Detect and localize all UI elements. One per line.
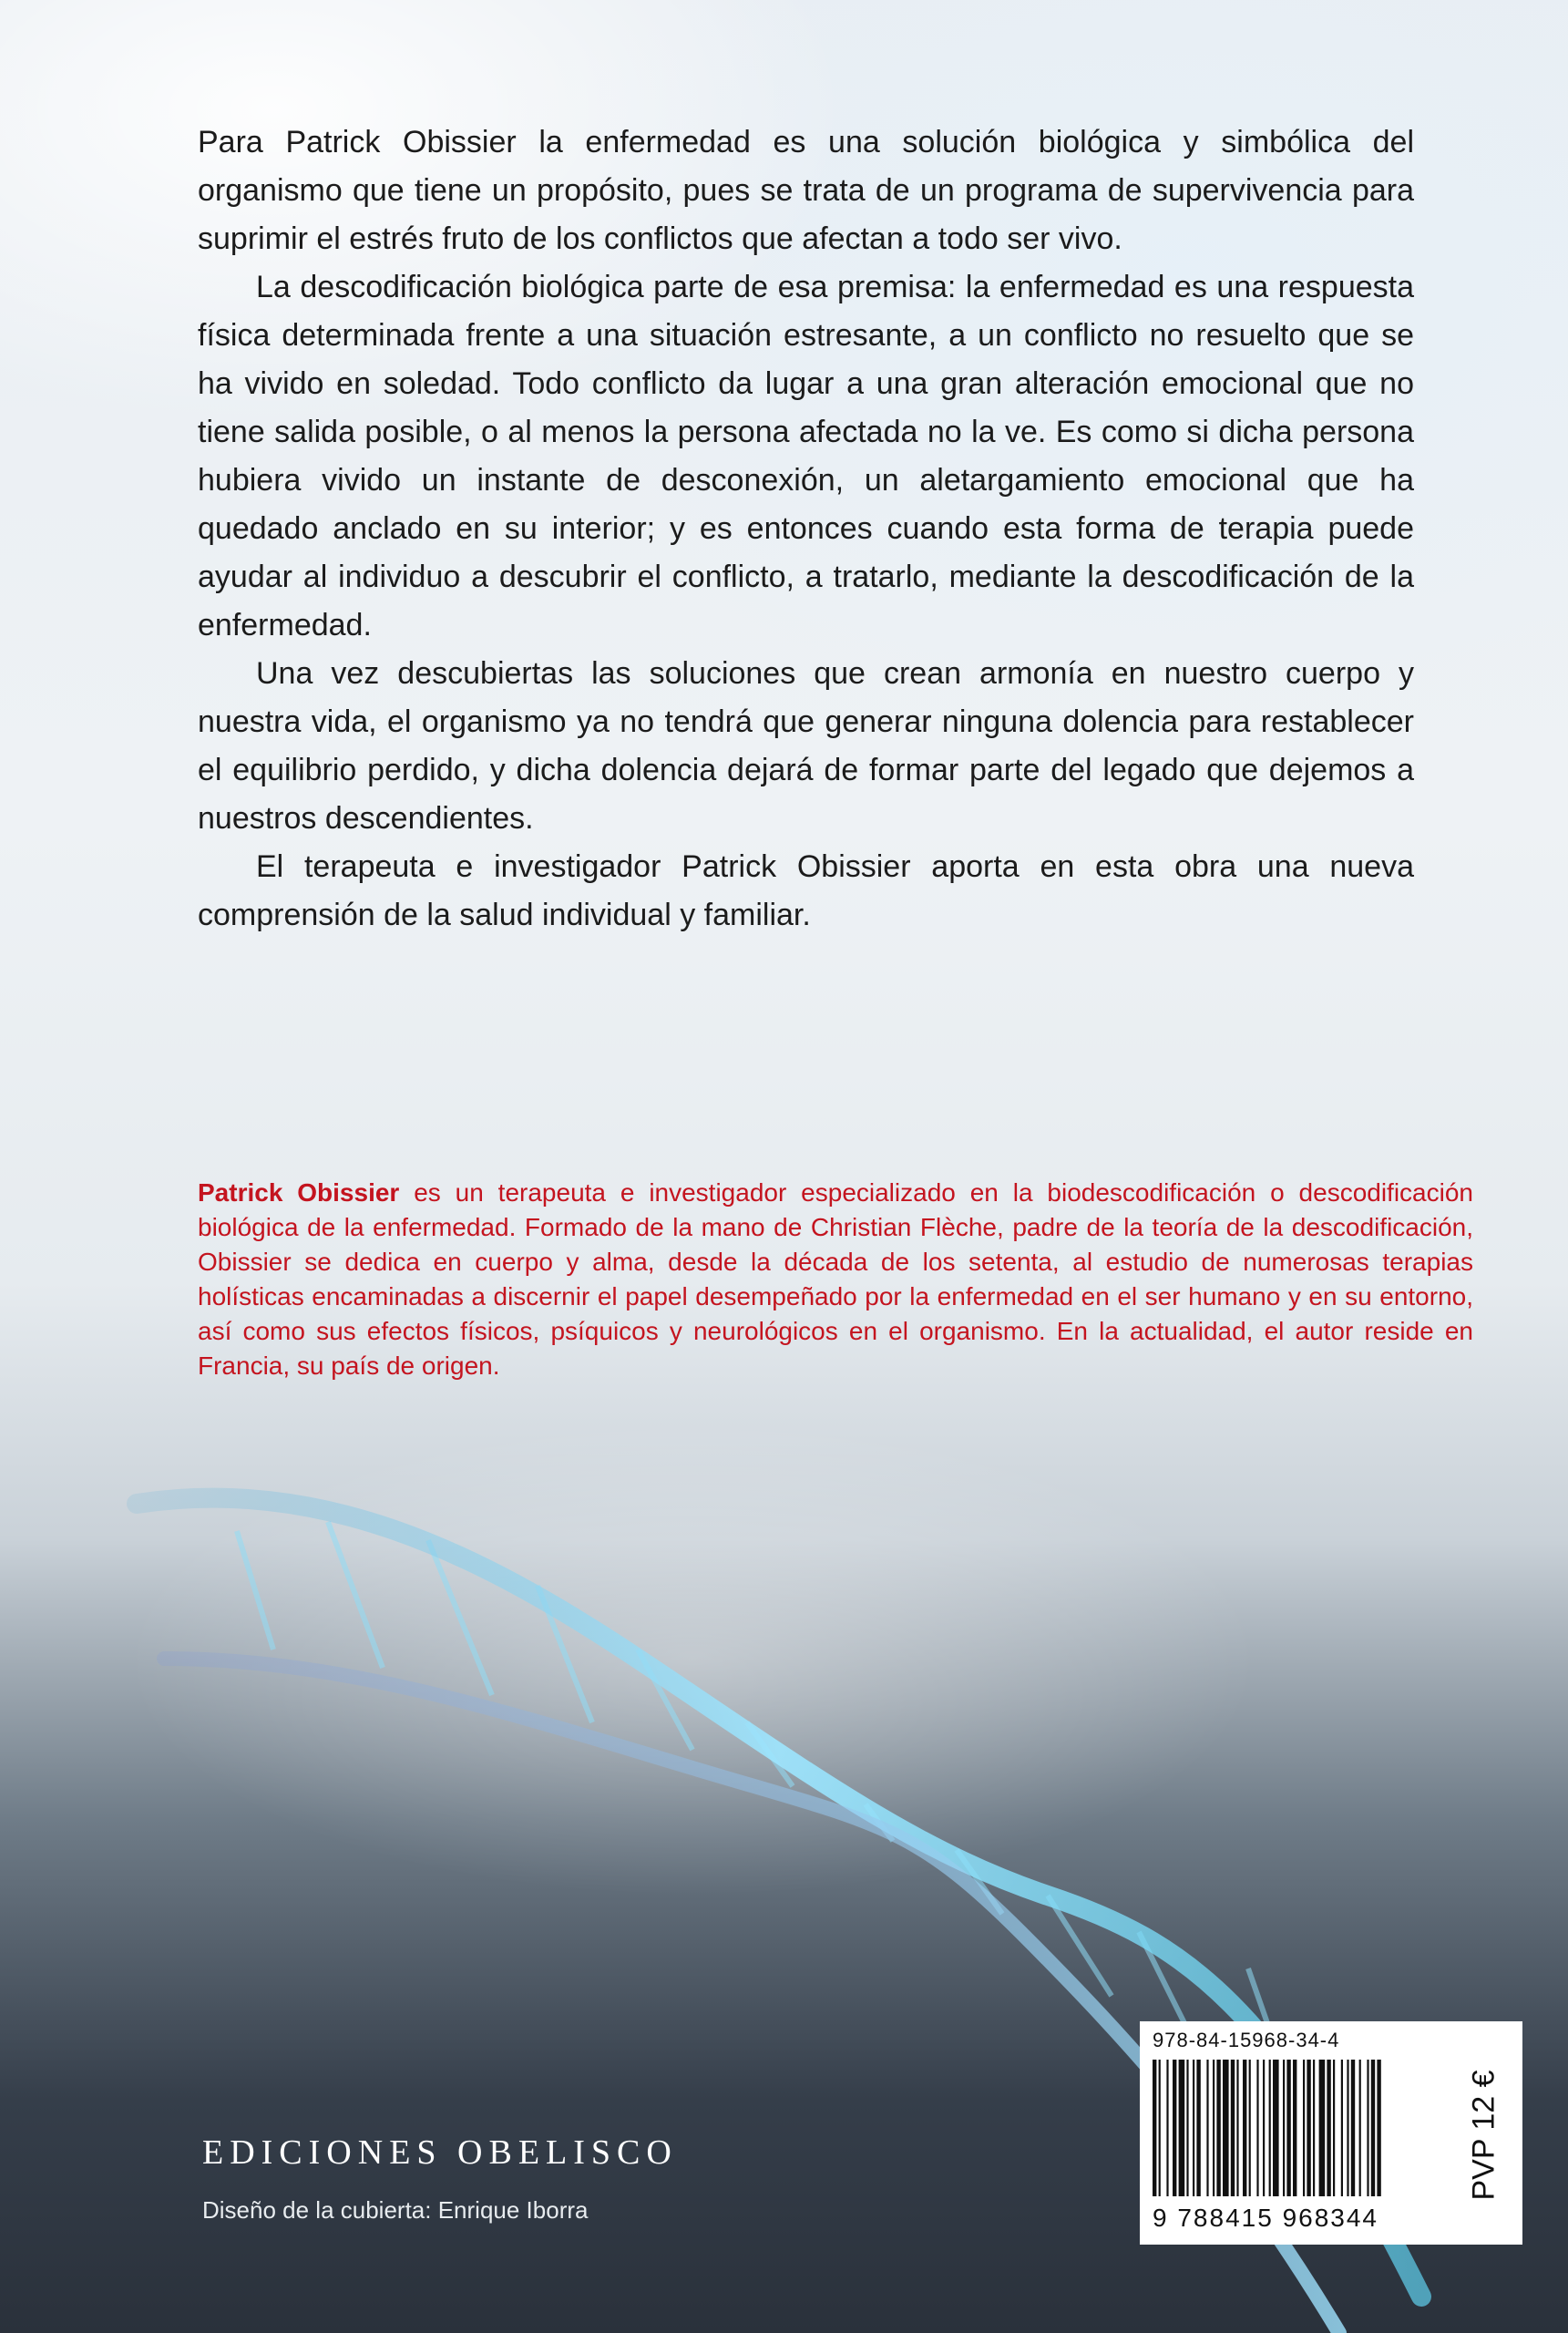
author-bio-text: es un terapeuta e investigador especializado en la biodescodificación o descodificación biológica de la enfermedad. Formado de la mano de Christian Flèche, padre de la teoría de la descodificación, Obissier se dedica en cuerpo y alma, desde la década de los setenta, al estudio de numerosas terapias holísticas encaminadas a discernir el papel desempeñado por la enfermedad en el ser humano y en su entorno, así como sus efectos físicos, psíquicos y neurológicos en el organismo. En la actualidad, el autor reside en Francia, su país de origen.: [198, 1178, 1473, 1380]
description-paragraph: Una vez descubiertas las soluciones que crean armonía en nuestro cuerpo y nuestra vida, el organismo ya no tendrá que generar ninguna dolencia para restablecer el equilibrio perdido, y dicha dolencia dejará de formar parte del legado que dejemos a nuestros descendientes.: [198, 656, 1414, 836]
barcode-icon: [1153, 2060, 1442, 2196]
description-paragraph: La descodificación biológica parte de esa premisa: la enfermedad es una respuesta física determinada frente a una situación estresante, a un conflicto no resuelto que se ha vivido en soledad. Todo conflicto da lugar a una gran alteración emocional que no tiene salida posible, o al menos la persona afectada no la ve. Es como si dicha persona hubiera vivido un instante de desconexión, un aletargamiento emocional que ha quedado anclado en su interior; y es entonces cuando esta forma de terapia puede ayudar al individuo a descubrir el conflicto, a tratarlo, mediante la descodificación de la enfermedad.: [198, 270, 1414, 642]
cover-design-credit: Diseño de la cubierta: Enrique Iborra: [202, 2196, 589, 2224]
author-name: Patrick Obissier: [198, 1178, 400, 1207]
price-label: [1459, 2032, 1510, 2237]
publisher-name: EDICIONES OBELISCO: [202, 2133, 678, 2172]
price-text: PVP 12 €: [1466, 2069, 1501, 2201]
description-text: [198, 118, 1414, 940]
barcode-number: 9 788415 968344: [1153, 2204, 1378, 2232]
description-paragraph: Para Patrick Obissier la enfermedad es una solución biológica y simbólica del organismo que tiene un propósito, pues se trata de un programa de supervivencia para suprimir el estrés fruto de los conflictos que afectan a todo ser vivo.: [198, 125, 1414, 256]
isbn-label: 978-84-15968-34-4: [1153, 2029, 1340, 2051]
author-bio: [198, 1176, 1473, 1383]
barcode-box: [1140, 2021, 1522, 2245]
description-paragraph: El terapeuta e investigador Patrick Obissier aporta en esta obra una nueva comprensión de la salud individual y familiar.: [198, 849, 1414, 932]
